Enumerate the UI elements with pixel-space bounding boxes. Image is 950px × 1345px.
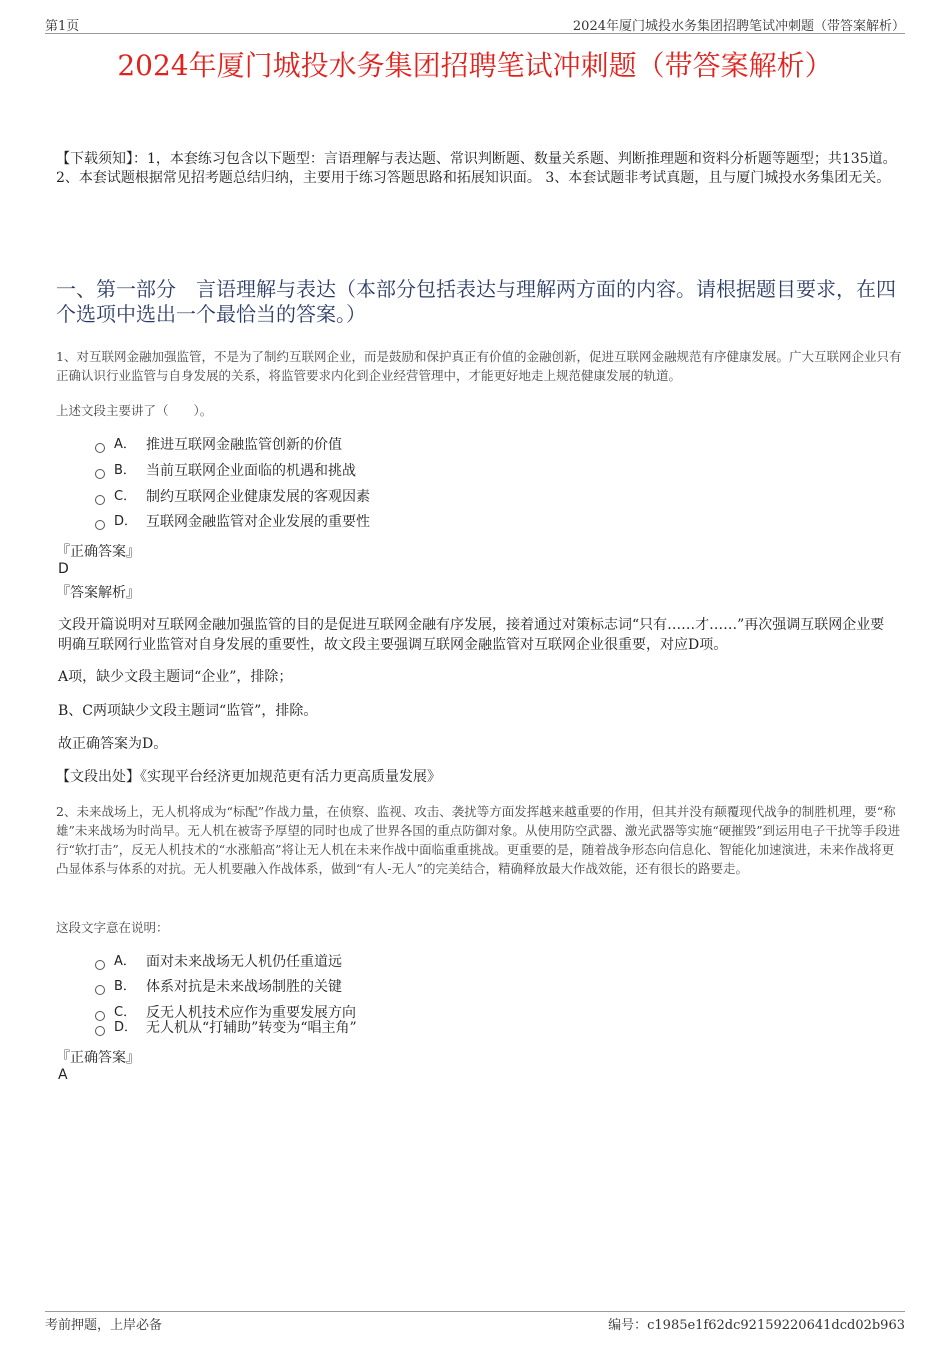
question-1-option-b[interactable] xyxy=(95,461,356,481)
radio-icon[interactable] xyxy=(95,469,105,479)
footer-document-id: 编号：c1985e1f62dc92159220641dcd02b963 xyxy=(608,1318,905,1333)
option-label: A． xyxy=(114,437,136,452)
option-label: D． xyxy=(114,1020,138,1035)
question-1-option-a[interactable] xyxy=(95,435,342,455)
radio-icon[interactable] xyxy=(95,960,105,970)
footer-divider xyxy=(45,1311,905,1312)
option-text: 面对未来战场无人机仍任重道远 xyxy=(146,954,342,970)
question-2-answer-label: 『正确答案』 xyxy=(56,1050,140,1066)
option-label: C． xyxy=(114,1005,137,1020)
question-1-option-c[interactable] xyxy=(95,487,370,507)
option-label: D． xyxy=(114,514,138,529)
radio-icon[interactable] xyxy=(95,520,105,530)
option-label: B． xyxy=(114,979,136,994)
option-text: 无人机从“打辅助”转变为“唱主角” xyxy=(146,1020,357,1036)
question-1-answer: D xyxy=(58,561,69,577)
header-divider xyxy=(45,33,905,34)
page-number: 第1页 xyxy=(45,19,80,34)
radio-icon[interactable] xyxy=(95,985,105,995)
radio-icon[interactable] xyxy=(95,1026,105,1036)
question-1-analysis-a: A项，缺少文段主题词“企业”，排除； xyxy=(58,669,293,685)
option-label: B． xyxy=(114,463,136,478)
option-text: 互联网金融监管对企业发展的重要性 xyxy=(146,514,370,530)
download-notice: 【下载须知】：1，本套练习包含以下题型：言语理解与表达题、常识判断题、数量关系题、判断推理题和资料分析题等题型；共135道。 2、本套试题根据常见招考题总结归纳，主要用于练习答题思路和拓展知识面。 3、本套试题非考试真题，且与厦门城投水务集团无关。 xyxy=(56,151,897,186)
option-text: 推进互联网金融监管创新的价值 xyxy=(146,437,342,453)
question-2-stem: 这段文字意在说明： xyxy=(56,920,169,935)
question-1-stem: 上述文段主要讲了（ ）。 xyxy=(56,403,213,418)
question-1-source: 【文段出处】《实现平台经济更加规范更有活力更高质量发展》 xyxy=(56,769,441,785)
section-heading: 一、第一部分 言语理解与表达（本部分包括表达与理解两方面的内容。请根据题目要求，在四个选项中选出一个最恰当的答案。） xyxy=(56,277,896,326)
question-1-option-d[interactable] xyxy=(95,512,370,532)
question-1-analysis-label: 『答案解析』 xyxy=(56,585,140,601)
radio-icon[interactable] xyxy=(95,443,105,453)
option-label: C． xyxy=(114,489,137,504)
radio-icon[interactable] xyxy=(95,495,105,505)
question-2-option-b[interactable] xyxy=(95,977,342,997)
option-text: 反无人机技术应作为重要发展方向 xyxy=(146,1005,356,1021)
header-doc-title: 2024年厦门城投水务集团招聘笔试冲刺题（带答案解析） xyxy=(572,19,905,34)
option-label: A． xyxy=(114,954,136,969)
question-1-analysis-paragraph: 文段开篇说明对互联网金融加强监管的目的是促进互联网金融有序发展，接着通过对策标志词“只有……才……”再次强调互联网企业要明确互联网行业监管对自身发展的重要性，故文段主要强调互联网金融监管对互联网企业很重要，对应D项。 xyxy=(58,617,885,653)
question-2-option-d[interactable] xyxy=(95,1018,357,1038)
question-1-text: 1、对互联网金融加强监管，不是为了制约互联网企业，而是鼓励和保护真正有价值的金融创新，促进互联网金融规范有序健康发展。广大互联网企业只有正确认识行业监管与自身发展的关系，将监管要求内化到企业经营管理中，才能更好地走上规范健康发展的轨道。 xyxy=(56,349,902,383)
question-1-analysis-bc: B、C两项缺少文段主题词“监管”，排除。 xyxy=(58,703,318,719)
question-2-option-a[interactable] xyxy=(95,952,342,972)
footer-slogan: 考前押题，上岸必备 xyxy=(45,1318,163,1333)
option-text: 体系对抗是未来战场制胜的关键 xyxy=(146,979,342,995)
question-2-text: 2、未来战场上，无人机将成为“标配”作战力量，在侦察、监视、攻击、袭扰等方面发挥越来越重要的作用，但其并没有颠覆现代战争的制胜机理，要“称雄”未来战场为时尚早。无人机在被寄予厚望的同时也成了世界各国的重点防御对象。从使用防空武器、激光武器等实施“硬摧毁”到运用电子干扰等手段进行“软打击”，反无人机技术的“水涨船高”将让无人机在未来作战中面临重重挑战。更重要的是，随着战争形态向信息化、智能化加速演进，未来作战将更凸显体系与体系的对抗。无人机要融入作战体系，做到“有人-无人”的完美结合，精确释放最大作战效能，还有很长的路要走。 xyxy=(56,804,901,876)
option-text: 当前互联网企业面临的机遇和挑战 xyxy=(146,463,356,479)
option-text: 制约互联网企业健康发展的客观因素 xyxy=(146,489,370,505)
question-1-analysis-conclusion: 故正确答案为D。 xyxy=(58,736,168,752)
question-1-answer-label: 『正确答案』 xyxy=(56,544,140,560)
page-title: 2024年厦门城投水务集团招聘笔试冲刺题（带答案解析） xyxy=(117,49,833,82)
question-2-answer: A xyxy=(58,1067,68,1083)
